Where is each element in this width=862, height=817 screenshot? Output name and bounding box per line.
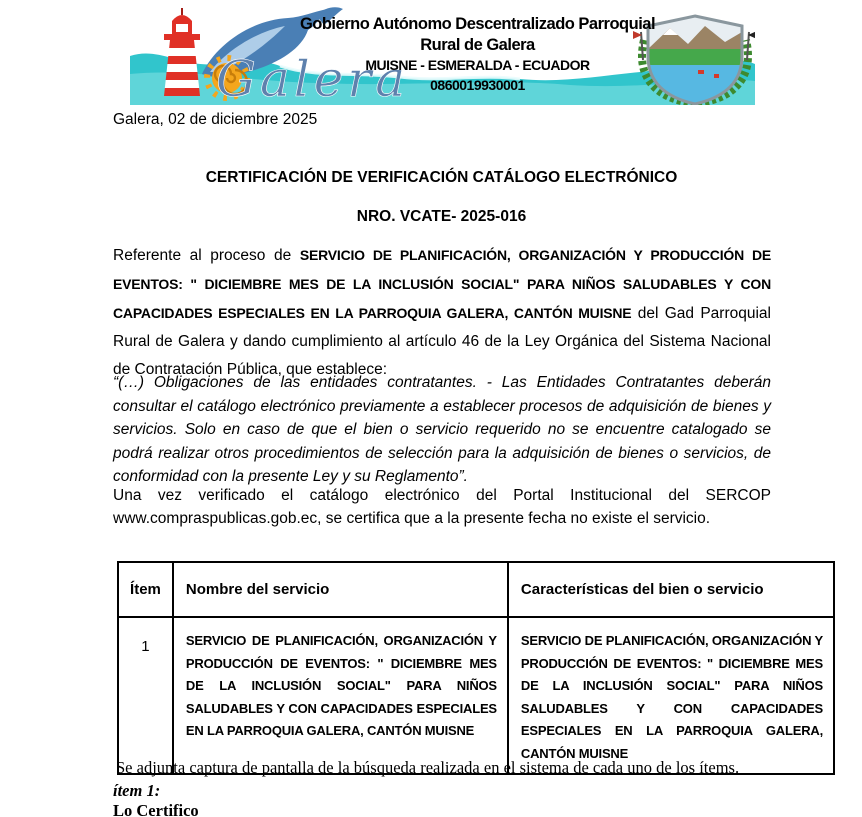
document-number: NRO. VCATE- 2025-016 — [356, 208, 527, 225]
cell-nombre-servicio: SERVICIO DE PLANIFICACIÓN, ORGANIZACIÓN Y PRODUCCIÓN DE EVENTOS: " DICIEMBRE MES DE LA INCLUSIÓN SOCIAL" PARA NIÑOS SALUDABLES Y CON CAPACIDADES ESPECIALES EN LA PARROQUIA GALERA, CANTÓN MUISNE — [173, 617, 508, 774]
paragraph-referente — [113, 241, 771, 384]
logo-wordmark: Galera — [216, 50, 410, 105]
certify-label: Lo Certifico — [113, 801, 199, 817]
letterhead-text — [280, 14, 675, 94]
document-title: CERTIFICACIÓN DE VERIFICACIÓN CATÁLOGO ELECTRÓNICO — [205, 169, 678, 186]
table-header-row — [118, 562, 834, 617]
org-ruc-number: 0860019930001 — [430, 76, 525, 93]
org-name: Gobierno Autónomo Descentralizado Parroquial Rural de Galera — [299, 15, 656, 54]
note-adjunta: Se adjunta captura de pantalla de la búsqueda realizada en el sistema de cada uno de los ítems. — [116, 758, 740, 777]
header-caracteristicas: Características del bien o servicio — [508, 562, 834, 617]
cell-caracteristicas: SERVICIO DE PLANIFICACIÓN, ORGANIZACIÓN Y PRODUCCIÓN DE EVENTOS: " DICIEMBRE MES DE LA INCLUSIÓN SOCIAL" PARA NIÑOS SALUDABLES Y CON CAPACIDADES ESPECIALES EN LA PARROQUIA GALERA, CANTÓN MUISNE — [508, 617, 834, 774]
paragraph-legal-quote: “(…) Obligaciones de las entidades contratantes. - Las Entidades Contratantes deberán consultar el catálogo electrónico previamente a establecer procesos de adquisición de bienes y servicios. Solo en caso de que el bien o servicio requerido no se encuentre catalogado se podrá realizar otros procedimientos de selección para la adquisición de bienes o servicios, de conformidad con la presente Ley y su Reglamento”. — [113, 374, 771, 485]
header-nombre: Nombre del servicio — [173, 562, 508, 617]
process-name: SERVICIO DE PLANIFICACIÓN, ORGANIZACIÓN Y PRODUCCIÓN DE EVENTOS: " DICIEMBRE MES DE LA INCLUSIÓN SOCIAL" PARA NIÑOS SALUDABLES Y CON CAPACIDADES ESPECIALES EN LA PARROQUIA GALERA, CANTÓN MUISNE — [113, 247, 771, 321]
referente-prefix: Referente al proceso de — [113, 247, 300, 264]
items-table — [117, 561, 835, 775]
referente-suffix: del Gad Parroquial Rural de Galera y dando cumplimiento al artículo 46 de la Ley Orgánica del Sistema Nacional de Contratación Pública, que establece: — [113, 305, 771, 378]
letterhead — [130, 4, 755, 105]
cell-item-number: 1 — [118, 617, 173, 774]
header-item: Ítem — [118, 562, 173, 617]
org-location: MUISNE - ESMERALDA - ECUADOR — [365, 57, 590, 74]
item-1-label: ítem 1: — [113, 781, 161, 800]
table-row — [118, 617, 834, 774]
paragraph-verificado: Una vez verificado el catálogo electrónico del Portal Institucional del SERCOP www.compraspublicas.gob.ec, se certifica que a la presente fecha no existe el servicio. — [113, 487, 771, 527]
lighthouse-icon — [160, 8, 204, 96]
date-line: Galera, 02 de diciembre 2025 — [113, 111, 318, 128]
